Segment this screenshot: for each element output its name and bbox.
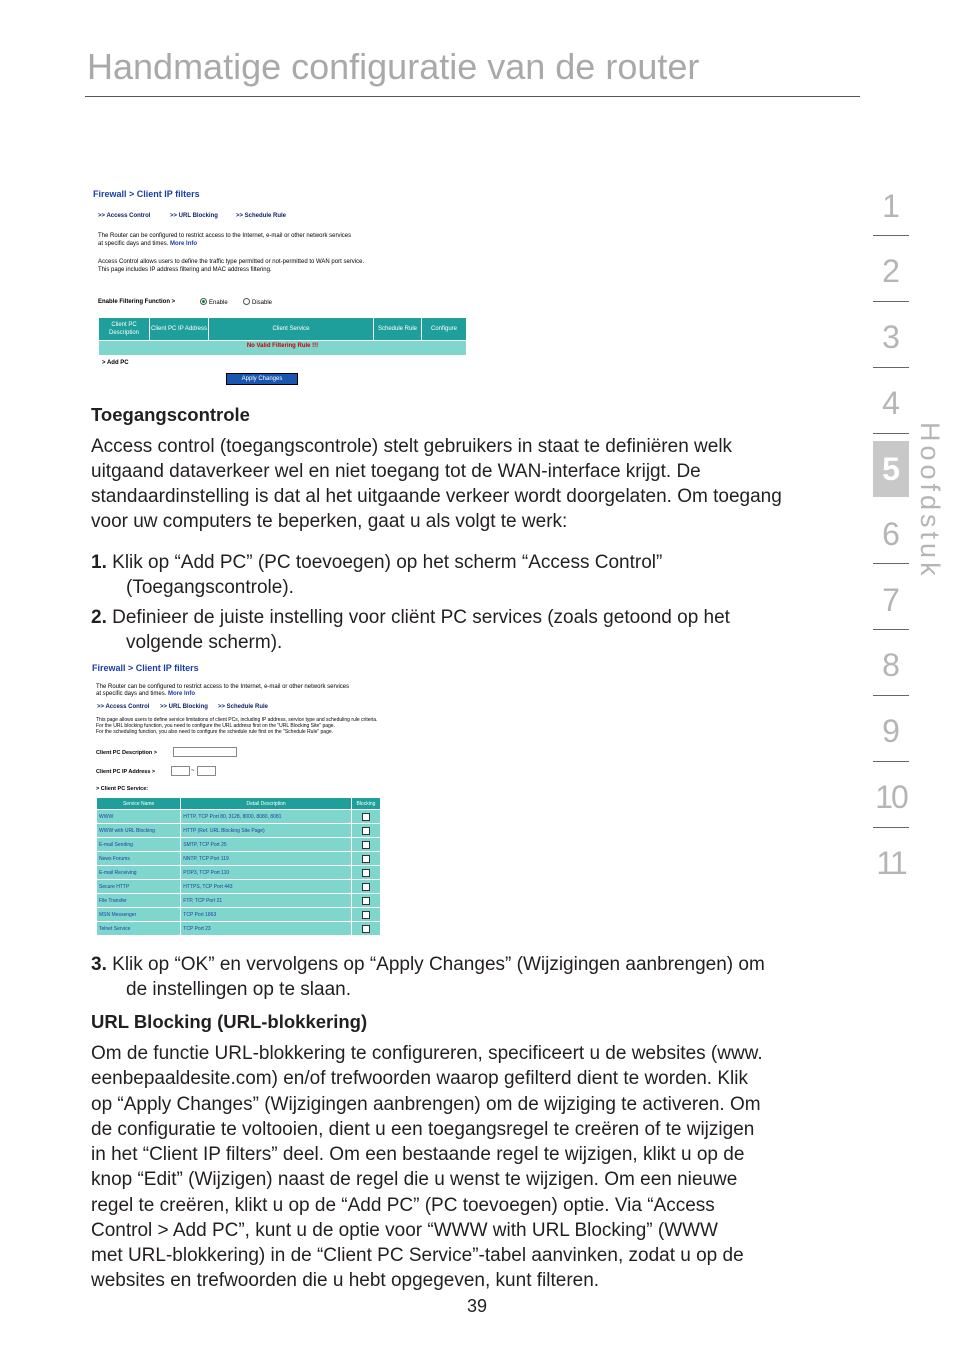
- enable-filtering-label: Enable Filtering Function >: [98, 299, 176, 305]
- paragraph-line: met URL-blokkering) in de “Client PC Service”-tabel aanvinken, zodat u op de: [91, 1245, 744, 1266]
- chapter-divider: [873, 695, 909, 696]
- section-heading: URL Blocking (URL-blokkering): [91, 1011, 368, 1032]
- service-detail: TCP Port 1863: [181, 908, 352, 922]
- description-text: For the scheduling function, you also need to configure the schedule rule first on the "Schedule Rule" page.: [96, 729, 334, 735]
- table-row: [97, 894, 381, 908]
- blocking-checkbox[interactable]: [362, 911, 370, 919]
- client-ip-label: Client PC IP Address >: [96, 769, 156, 775]
- more-info-link[interactable]: More Info: [168, 691, 196, 697]
- ip-separator: ~: [191, 768, 195, 774]
- nav-access-control[interactable]: >> Access Control: [98, 213, 151, 219]
- blocking-checkbox[interactable]: [362, 925, 370, 933]
- chapter-divider: [873, 301, 909, 302]
- section-heading: Toegangscontrole: [91, 404, 250, 425]
- chapter-divider: [873, 563, 909, 564]
- blocking-checkbox[interactable]: [362, 869, 370, 877]
- blocking-checkbox[interactable]: [362, 897, 370, 905]
- paragraph-line: regel te creëren, klikt u op de “Add PC” (PC toevoegen) optie. Via “Access: [91, 1195, 715, 1216]
- step-1-cont: (Toegangscontrole).: [126, 577, 294, 598]
- service-detail: POP3, TCP Port 110: [181, 866, 352, 880]
- paragraph-line: eenbepaaldesite.com) en/of trefwoorden waarop gefilterd dient te worden. Klik: [91, 1068, 748, 1089]
- step-3: 3. Klik op “OK” en vervolgens op “Apply Changes” (Wijzigingen aanbrengen) om: [91, 954, 765, 975]
- chapter-4[interactable]: 4: [882, 385, 900, 421]
- apply-changes-button[interactable]: Apply Changes: [226, 373, 298, 385]
- paragraph-line: Access control (toegangscontrole) stelt gebruikers in staat te definiëren welk: [91, 436, 733, 457]
- service-name: Telnet Service: [97, 922, 181, 936]
- disable-radio[interactable]: Disable: [243, 298, 272, 307]
- radio-selected-icon: [200, 298, 207, 305]
- table-row: [97, 908, 381, 922]
- chapter-divider: [873, 433, 909, 434]
- nav-access-control[interactable]: >> Access Control: [97, 704, 150, 710]
- chapter-divider: [873, 367, 909, 368]
- description-text: This page includes IP address filtering and MAC address filtering.: [98, 267, 272, 273]
- service-name: Secure HTTP: [97, 880, 181, 894]
- chapter-9[interactable]: 9: [882, 713, 900, 749]
- chapter-divider: [873, 827, 909, 828]
- paragraph-line: standaardinstelling is dat al het uitgaande verkeer wordt doorgelaten. Om toegang: [91, 486, 782, 507]
- service-detail: NNTP, TCP Port 119: [181, 852, 352, 866]
- chapter-7[interactable]: 7: [882, 582, 900, 618]
- service-detail: TCP Port 23: [181, 922, 352, 936]
- blocking-checkbox[interactable]: [362, 855, 370, 863]
- paragraph-line: voor uw computers te beperken, gaat u als volgt te werk:: [91, 511, 568, 532]
- paragraph-line: de configuratie te voltooien, dient u een toegangsregel te creëren of te wijzigen: [91, 1119, 755, 1140]
- paragraph-line: Om de functie URL-blokkering te configureren, specificeert u de websites (www.: [91, 1043, 763, 1064]
- ip-start-input[interactable]: [171, 766, 190, 776]
- blocking-checkbox[interactable]: [362, 841, 370, 849]
- chapter-8[interactable]: 8: [882, 647, 900, 683]
- title-divider: [85, 96, 860, 97]
- chapter-label: Hoofdstuk: [915, 422, 945, 580]
- col-client-pc-ip: Client PC IP Address: [150, 318, 209, 340]
- paragraph-line: uitgaand dataverkeer wel en niet toegang tot de WAN-interface krijgt. De: [91, 461, 701, 482]
- service-detail: FTP, TCP Port 21: [181, 894, 352, 908]
- service-name: E-mail Receiving: [97, 866, 181, 880]
- service-name: News Forums: [97, 852, 181, 866]
- paragraph-line: knop “Edit” (Wijzigen) naast de regel die u wenst te wijzigen. Om een nieuwe: [91, 1169, 738, 1190]
- table-row: [97, 838, 381, 852]
- table-row: [97, 880, 381, 894]
- col-schedule-rule: Schedule Rule: [374, 318, 422, 340]
- enable-radio[interactable]: Enable: [200, 298, 228, 307]
- chapter-divider: [873, 761, 909, 762]
- ip-end-input[interactable]: [197, 766, 216, 776]
- client-service-label: > Client PC Service:: [96, 786, 149, 792]
- intro-text: at specific days and times. More Info: [96, 691, 196, 697]
- nav-schedule-rule[interactable]: >> Schedule Rule: [236, 213, 287, 219]
- page-title: Handmatige configuratie van de router: [87, 46, 700, 87]
- page-number: 39: [466, 1296, 488, 1316]
- paragraph-line: Control > Add PC”, kunt u de optie voor “WWW with URL Blocking” (WWW: [91, 1220, 718, 1241]
- paragraph-line: op “Apply Changes” (Wijzigingen aanbrengen) om de wijziging te activeren. Om: [91, 1094, 761, 1115]
- col-configure: Configure: [422, 318, 466, 340]
- col-detail-description: Detail Description: [181, 798, 352, 810]
- description-text: For the URL blocking function, you need to configure the URL address first on the "URL Blocking Site" page.: [96, 723, 335, 729]
- blocking-checkbox[interactable]: [362, 827, 370, 835]
- step-3-cont: de instellingen op te slaan.: [126, 979, 351, 1000]
- chapter-divider: [873, 235, 909, 236]
- breadcrumb[interactable]: Firewall > Client IP filters: [93, 189, 200, 199]
- col-service-name: Service Name: [97, 798, 181, 810]
- service-detail: SMTP, TCP Port 25: [181, 838, 352, 852]
- breadcrumb[interactable]: Firewall > Client IP filters: [92, 663, 199, 673]
- paragraph-line: websites en trefwoorden die u hebt opgegeven, kunt filteren.: [91, 1270, 600, 1291]
- chapter-1[interactable]: 1: [882, 188, 900, 224]
- service-name: WWW: [97, 810, 181, 824]
- intro-text: at specific days and times. More Info: [98, 241, 198, 247]
- col-client-pc-description: Client PC Description: [99, 318, 150, 340]
- col-blocking: Blocking: [351, 798, 380, 810]
- chapter-2[interactable]: 2: [882, 253, 900, 289]
- intro-text: The Router can be configured to restrict access to the Internet, e-mail or other network services: [98, 233, 352, 239]
- nav-url-blocking[interactable]: >> URL Blocking: [160, 704, 208, 710]
- table-row: [97, 922, 381, 936]
- more-info-link[interactable]: More Info: [170, 241, 198, 247]
- client-desc-input[interactable]: [173, 747, 237, 757]
- service-name: File Transfer: [97, 894, 181, 908]
- table-row: [97, 852, 381, 866]
- chapter-5-active[interactable]: [873, 441, 909, 497]
- service-name: WWW with URL Blocking: [97, 824, 181, 838]
- nav-url-blocking[interactable]: >> URL Blocking: [170, 213, 218, 219]
- table-header-row: [97, 798, 381, 810]
- table-row: [97, 810, 381, 824]
- chapter-divider: [873, 629, 909, 630]
- step-2: 2. Definieer de juiste instelling voor cliënt PC services (zoals getoond op het: [91, 607, 730, 628]
- blocking-checkbox[interactable]: [362, 813, 370, 821]
- blocking-checkbox[interactable]: [362, 883, 370, 891]
- service-name: MSN Messenger: [97, 908, 181, 922]
- client-desc-label: Client PC Description >: [96, 750, 157, 756]
- col-client-service: Client Service: [209, 318, 374, 340]
- step-1: 1. Klik op “Add PC” (PC toevoegen) op het scherm “Access Control”: [91, 552, 663, 573]
- chapter-11[interactable]: 11: [876, 845, 906, 881]
- intro-text: The Router can be configured to restrict access to the Internet, e-mail or other network services: [96, 684, 350, 690]
- radio-empty-icon: [243, 298, 250, 305]
- table-row: [97, 866, 381, 880]
- add-pc-link[interactable]: > Add PC: [102, 360, 129, 366]
- service-table: [96, 797, 381, 936]
- description-text: This page allows users to define service limitations of client PCs, including IP address, service type and scheduling rule criteria.: [96, 717, 378, 723]
- step-2-cont: volgende scherm).: [126, 632, 283, 653]
- empty-rule-message: No Valid Filtering Rule !!!: [99, 341, 466, 355]
- chapter-3[interactable]: 3: [882, 319, 900, 355]
- nav-schedule-rule[interactable]: >> Schedule Rule: [218, 704, 269, 710]
- paragraph-line: in het “Client IP filters” deel. Om een bestaande regel te wijzigen, klikt u op de: [91, 1144, 745, 1165]
- chapter-10[interactable]: 10: [875, 779, 907, 815]
- service-name: E-mail Sending: [97, 838, 181, 852]
- description-text: Access Control allows users to define the traffic type permitted or not-permitted to WAN port service.: [98, 259, 365, 265]
- table-row: [97, 824, 381, 838]
- service-detail: HTTP (Ref. URL Blocking Site Page): [181, 824, 352, 838]
- chapter-6[interactable]: 6: [882, 516, 900, 552]
- chapter-5: 5: [882, 451, 900, 487]
- service-detail: HTTPS, TCP Port 443: [181, 880, 352, 894]
- service-detail: HTTP, TCP Port 80, 3128, 8000, 8080, 8081: [181, 810, 352, 824]
